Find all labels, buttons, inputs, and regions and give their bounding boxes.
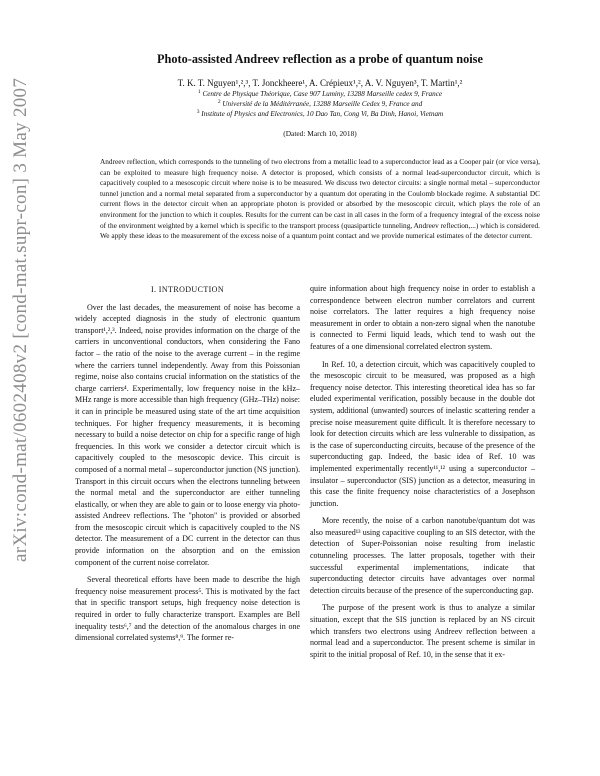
affiliation-3: $^3$ Institute of Physics and Electronics, 10 Dao Tan, Cong Vi, Ba Dinh, Hanoi, Vietnam [196,109,444,118]
paragraph: In Ref. 10, a detection circuit, which was capacitively coupled to the mesoscopic circuit to be measured, was proposed as a high frequency noise detector. This interesting theoretical idea has so far eluded experimental verification, possibly because in the double dot system, additional (unwanted) sources of inelastic scattering render a precise noise measurement quite difficult. It is therefore necessary to look for detection circuits which are less vulnerable to dissipation, as is the case of superconducting circuits, because of the presence of the superconducting gap. Indeed, the basic idea of Ref. 10 was implemented experimentally recently¹¹,¹² using a superconductor – insulator – superconductor (SIS) junction as a detector, measuring in this case the finite frequency noise characteristics of a Josephson junction. [310,359,535,508]
section-heading: I. INTRODUCTION [150,285,225,294]
arxiv-identifier: arXiv:cond-mat/0602408v2 [cond-mat.supr-con] 3 May 2007 [10,77,31,562]
paragraph: Over the last decades, the measurement of noise has become a widely accepted diagnosis in the study of electronic quantum transport¹,²,³. Indeed, noise provides information on the charge of the carriers in unconventional conductors, when considering the Fano factor – the ratio of the noise to the average current – in the regime where the carriers tunnel independently. Away from this Poissonian regime, noise also contains crucial information on the statistics of the charge carriers⁴. Experimentally, low frequency noise in the kHz–MHz range is more accessible than high frequency (GHz–THz) noise: it can in principle be measured using state of the art time acquisition techniques. For higher frequency measurements, it is becoming necessary to build a noise detector on chip for a specific range of high frequencies. In this work we consider a detector circuit which is capacitively coupled to the mesoscopic device. This circuit is composed of a normal metal – superconductor junction (NS junction). Transport in this circuit occurs when the electrons tunneling between the normal metal and the superconductor are either tunneling elastically, or when they are able to gain or to loose energy via photo-assisted Andreev reflections. The "photon" is provided or absorbed from the mesoscopic circuit which is capacitively coupled to the NS detector. The measurement of a DC current in the detector can thus provide information on the absorption and on the emission component of the current noise correlator. [75,302,300,567]
paragraph: Several theoretical efforts have been made to describe the high frequency noise measurement process⁵. This is motivated by the fact that in specific transport setups, high frequency noise detection is required in order to fully characterize transport. Examples are Bell inequality tests⁶,⁷ and the detection of the anomalous charges in one dimensional correlated systems⁸,⁹. The former re- [75,575,300,643]
paper-title: Photo-assisted Andreev reflection as a probe of quantum noise [157,52,483,66]
right-column [310,283,535,660]
author-list: T. K. T. Nguyen¹,²,³, T. Jonckheere¹, A. Crépieux¹,², A. V. Nguyen³, T. Martin¹,² [177,78,463,88]
abstract: Andreev reflection, which corresponds to the tunneling of two electrons from a metallic lead to a superconductor lead as a Cooper pair (or vice versa), can be exploited to measure high frequency noise. A detector is proposed, which consists of a normal lead-superconductor circuit, which is capacitively coupled to a mesoscopic circuit where noise is to be measured. We discuss two detector circuits: a single normal metal – superconductor tunnel junction and a normal metal separated from a superconductor by a quantum dot operating in the Coulomb blockade regime. A substantial DC current flows in the detector circuit when an appropriate photon is provided or absorbed by the mesoscopic circuit, which plays the role of an environment for the junction to which it couples. Results for the current can be cast in all cases in the form of a frequency integral of the excess noise of the environment weighted by a kernel which is specific to the transport process (quasiparticle tunneling, Andreev reflection,...) which is considered. We apply these ideas to the measurement of the excess noise of a quantum point contact and we provide numerical estimates of the detector current. [100,157,540,241]
paragraph: More recently, the noise of a carbon nanotube/quantum dot was also measured¹³ using capacitive coupling to an SIS detector, with the detection of Super-Poissonian noise resulting from inelastic cotunneling processes. The latter proposals, together with their successful experimental implementations, indicate that superconducting detector circuits have advantages over normal detection circuits because of the presence of the superconducting gap. [310,516,535,595]
paragraph: quire information about high frequency noise in order to establish a correspondence between electron number correlators and current noise correlators. The latter requires a high frequency noise measurement in order to obtain a non-zero signal when the nanotube is connected to Fermi liquid leads, which tend to wash out the features of a one dimensional correlated electron system. [310,284,535,351]
date-line: (Dated: March 10, 2018) [283,129,357,138]
affiliations [80,89,560,119]
affiliation-2: $^2$ Université de la Méditérranée, 13288 Marseille Cedex 9, France and [217,99,423,108]
left-column [75,284,300,644]
affiliation-1: $^1$ Centre de Physique Théorique, Case 907 Luminy, 13288 Marseille cedex 9, France [197,89,443,98]
paragraph: The purpose of the present work is thus to analyze a similar situation, except that the SIS junction is replaced by an NS circuit which transfers two electrons using Andreev reflection between a normal lead and a superconductor. The present scheme is similar in spirit to the initial proposal of Ref. 10, in the sense that it ex- [310,603,535,659]
